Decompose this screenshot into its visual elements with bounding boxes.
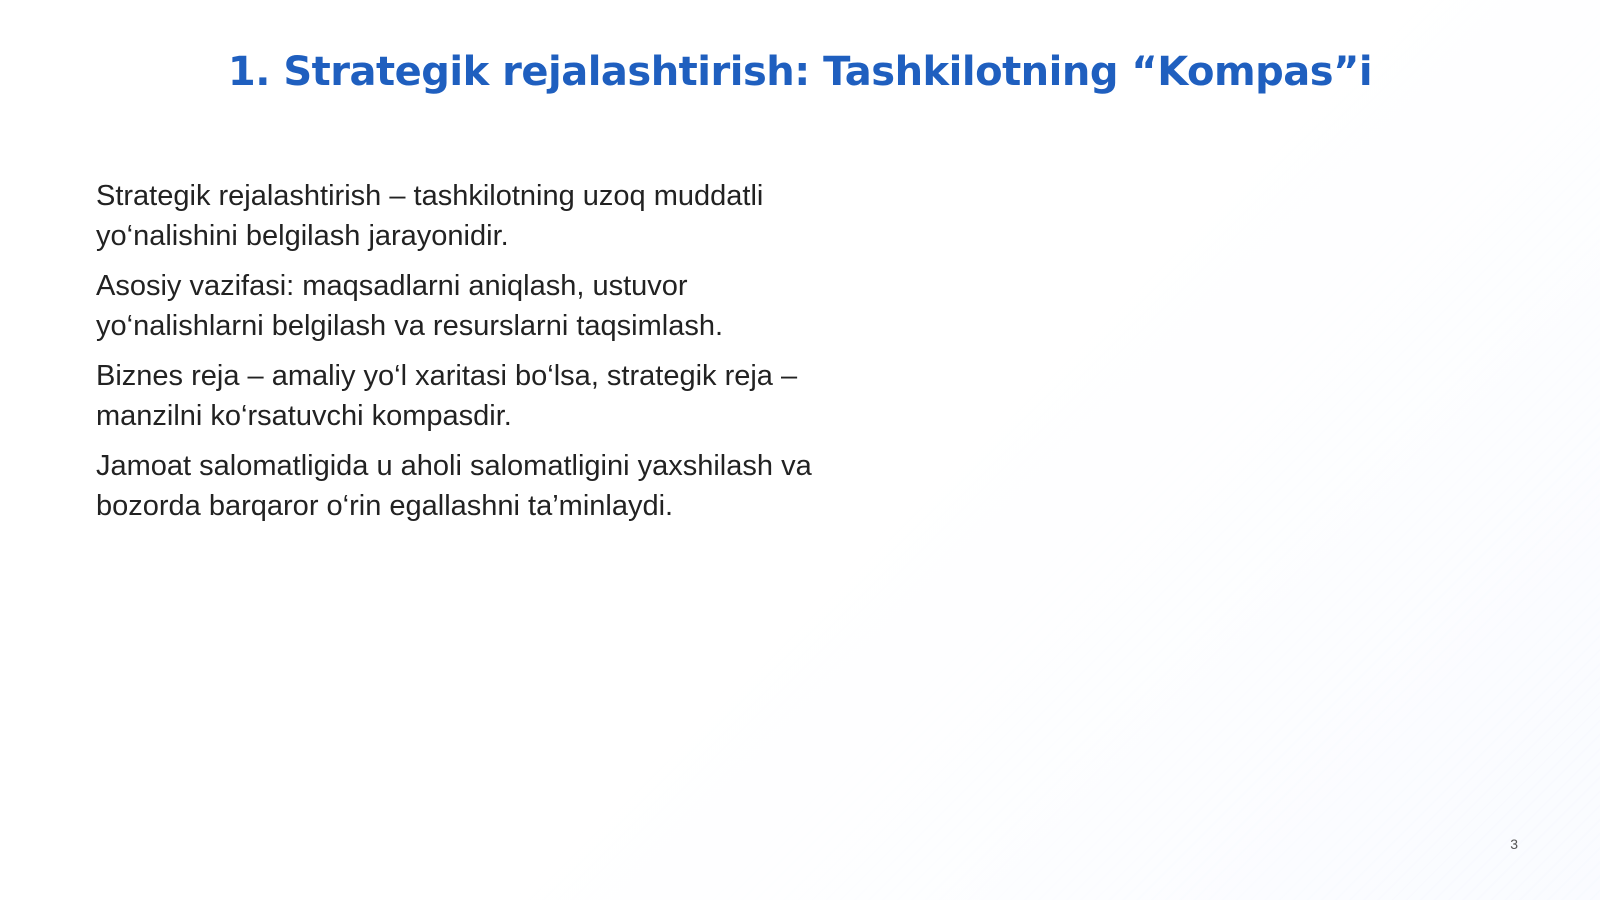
slide-title: 1. Strategik rejalashtirish: Tashkilotning “Kompas”i — [227, 49, 1373, 95]
slide-body — [96, 176, 816, 536]
page-number: 3 — [1510, 836, 1518, 852]
body-paragraph: Biznes reja – amaliy yo‘l xaritasi bo‘lsa, strategik reja – manzilni ko‘rsatuvchi kompasdir. — [96, 360, 798, 432]
body-paragraph: Jamoat salomatligida u aholi salomatligini yaxshilash va bozorda barqaror o‘rin egallashni ta’minlaydi. — [96, 450, 812, 522]
body-paragraph: Strategik rejalashtirish – tashkilotning uzoq muddatli yo‘nalishini belgilash jarayonidir. — [96, 180, 764, 252]
body-paragraph: Asosiy vazifasi: maqsadlarni aniqlash, ustuvor yo‘nalishlarni belgilash va resurslarni taqsimlash. — [96, 270, 724, 342]
